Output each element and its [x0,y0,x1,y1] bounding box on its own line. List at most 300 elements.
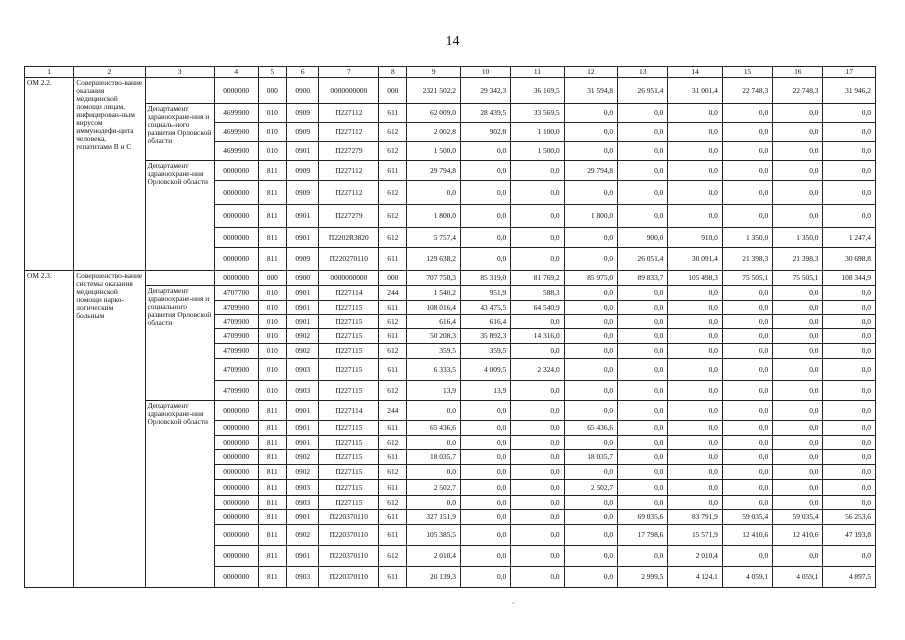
table-cell: 1 350,0 [773,228,823,248]
table-cell: 0900 [286,78,318,104]
table-cell: 0,0 [618,181,668,205]
table-cell: 612 [379,496,407,510]
table-cell: 0,0 [618,301,668,315]
table-cell: 83 791,9 [668,510,722,525]
table-cell: 0,0 [407,436,460,450]
table-cell: 0,0 [773,436,823,450]
table-cell: П227112 [319,181,379,205]
table-cell: 21 398,3 [722,248,772,271]
table-cell: 4707700 [214,286,258,301]
table-cell: 0,0 [823,496,876,510]
department-b: Департамент здравоохране-ния Орловской области [145,161,214,271]
table-cell: 611 [379,450,407,465]
table-cell: 0,0 [668,421,722,436]
table-cell: 0000000 [214,78,258,104]
table-cell: 2 010,4 [407,546,460,567]
table-cell: 0,0 [722,496,772,510]
table-cell: 0,0 [823,359,876,381]
table-cell: 1 540,2 [407,286,460,301]
table-cell: 0,0 [564,228,617,248]
table-cell: П227112 [319,123,379,142]
table-cell: 0900 [286,271,318,286]
table-cell: 0,0 [618,315,668,329]
table-cell: 81 769,2 [511,271,564,286]
table-cell: 611 [379,567,407,588]
table-cell: П220370110 [319,567,379,588]
table-cell: 359,5 [460,344,510,359]
table-cell: 0,0 [511,567,564,588]
table-cell: 0909 [286,181,318,205]
table-cell: 244 [379,286,407,301]
table-cell: 0,0 [618,286,668,301]
table-cell: 612 [379,228,407,248]
table-cell: 0,0 [668,450,722,465]
table-cell: 811 [258,465,286,480]
table-cell: 0,0 [564,401,617,421]
table-cell: 85 975,0 [564,271,617,286]
table-cell: П227115 [319,436,379,450]
table-cell: 0,0 [823,181,876,205]
table-cell: 0903 [286,480,318,496]
table-cell: 0909 [286,123,318,142]
table-cell: 612 [379,315,407,329]
table-cell: 611 [379,329,407,344]
table-cell: 0,0 [773,401,823,421]
table-cell: 0,0 [407,181,460,205]
column-number: 4 [214,67,258,78]
table-cell: 010 [258,123,286,142]
table-cell: 0,0 [668,181,722,205]
table-cell: 75 505,1 [722,271,772,286]
table-cell: 2 324,0 [511,359,564,381]
table-cell: 0,0 [722,421,772,436]
table-cell: 0,0 [722,329,772,344]
table-cell: 4709900 [214,344,258,359]
table-cell: 0,0 [618,436,668,450]
table-cell: 811 [258,421,286,436]
table-cell: 22 748,3 [722,78,772,104]
table-cell: 4 059,1 [722,567,772,588]
table-cell: 0000000 [214,567,258,588]
table-cell: 4709900 [214,301,258,315]
table-cell: 0000000 [214,465,258,480]
table-cell: 811 [258,480,286,496]
table-cell: 951,9 [460,286,510,301]
column-number: 12 [564,67,617,78]
table-cell: 129 638,2 [407,248,460,271]
measure-description: Совершенство-вание системы оказания медицинской помощи нарко-логическим больным [74,271,145,588]
table-cell: 0,0 [618,142,668,161]
table-cell: П2202R3820 [319,228,379,248]
table-cell: 0,0 [668,123,722,142]
table-cell: 0000000 [214,161,258,181]
table-cell: 1 500,0 [407,142,460,161]
table-cell: 0,0 [511,161,564,181]
table-cell: 811 [258,510,286,525]
table-cell: 0,0 [722,181,772,205]
column-number: 14 [668,67,722,78]
table-cell: 010 [258,301,286,315]
table-cell: П227279 [319,142,379,161]
table-cell: 0,0 [511,436,564,450]
table-cell: 0,0 [668,381,722,401]
table-cell: 0,0 [823,315,876,329]
table-cell: 0909 [286,248,318,271]
table-cell: 811 [258,205,286,228]
table-cell: 0,0 [460,496,510,510]
table-cell: 26 951,4 [618,78,668,104]
column-number: 13 [618,67,668,78]
table-row [25,78,876,104]
table-cell: 0,0 [668,401,722,421]
table-cell: 2 502,7 [407,480,460,496]
table-cell: 0000000 [214,546,258,567]
table-cell: 0903 [286,381,318,401]
table-cell: 4709900 [214,381,258,401]
table-cell: 0,0 [564,286,617,301]
table-cell: 0,0 [823,142,876,161]
table-cell: 0,0 [722,142,772,161]
table-cell: 0,0 [823,450,876,465]
table-cell: 0901 [286,436,318,450]
department-b: Департамент здравоохране-ния Орловской области [145,401,214,588]
table-cell: 0,0 [823,381,876,401]
column-number: 6 [286,67,318,78]
table-cell: 0,0 [511,315,564,329]
table-cell: 13,9 [407,381,460,401]
table-cell: 0,0 [668,329,722,344]
table-cell: 0,0 [823,161,876,181]
table-cell: 811 [258,181,286,205]
table-cell: П227112 [319,161,379,181]
table-cell: 0902 [286,344,318,359]
table-cell: 2 999,5 [618,567,668,588]
table-cell: 0,0 [823,205,876,228]
stray-mark: · [512,599,515,608]
table-cell: 0909 [286,161,318,181]
table-cell: 0000000 [214,436,258,450]
table-cell: 707 750,3 [407,271,460,286]
table-cell: 0,0 [564,248,617,271]
table-cell: П220370110 [319,510,379,525]
table-cell: 0902 [286,525,318,546]
column-number: 8 [379,67,407,78]
table-cell: П227115 [319,329,379,344]
table-cell: 1 800,0 [407,205,460,228]
table-cell: 31 594,8 [564,78,617,104]
table-row [25,104,876,123]
table-cell: 811 [258,525,286,546]
table-cell: 43 475,5 [460,301,510,315]
table-cell: 0,0 [773,546,823,567]
table-cell: 22 748,3 [773,78,823,104]
table-cell: 108 016,4 [407,301,460,315]
table-cell: 0,0 [618,205,668,228]
table-cell: 0,0 [511,181,564,205]
table-cell: 0,0 [668,142,722,161]
table-cell: 0902 [286,329,318,344]
table-cell: 0,0 [668,315,722,329]
table-cell: 0,0 [823,465,876,480]
table-cell: 0,0 [722,465,772,480]
table-cell: 0,0 [668,161,722,181]
table-cell: 0,0 [722,480,772,496]
table-cell: 0000000 [214,205,258,228]
table-cell: 0,0 [668,205,722,228]
table-cell: 56 253,6 [823,510,876,525]
table-cell: П227115 [319,421,379,436]
table-cell: 0,0 [460,205,510,228]
table-cell: 0,0 [618,344,668,359]
table-cell: 0,0 [618,546,668,567]
table-cell: 0,0 [564,465,617,480]
table-cell: 0,0 [823,480,876,496]
dept-empty [145,78,214,104]
table-cell: 6 333,5 [407,359,460,381]
table-cell: 0,0 [773,496,823,510]
table-cell: 0,0 [823,329,876,344]
table-cell: 611 [379,104,407,123]
table-cell: 0,0 [722,344,772,359]
table-cell: 010 [258,359,286,381]
table-cell: П227112 [319,104,379,123]
table-cell: 17 798,6 [618,525,668,546]
table-cell: 65 436,6 [407,421,460,436]
table-cell: 612 [379,381,407,401]
table-cell: 0901 [286,228,318,248]
table-cell: 36 169,5 [511,78,564,104]
table-cell: 0,0 [460,161,510,181]
table-cell: 0000000 [214,248,258,271]
table-cell: 811 [258,228,286,248]
table-cell: 31 001,4 [668,78,722,104]
table-cell: 0,0 [511,248,564,271]
table-cell: 010 [258,344,286,359]
table-cell: 20 139,3 [407,567,460,588]
table-cell: 0,0 [668,359,722,381]
table-cell: 0000000 [214,525,258,546]
table-cell: 4699900 [214,104,258,123]
table-cell: 64 540,9 [511,301,564,315]
table-cell: 0,0 [460,567,510,588]
table-cell: 0909 [286,104,318,123]
table-cell: 29 794,8 [564,161,617,181]
table-cell: 811 [258,567,286,588]
table-cell: 0,0 [668,496,722,510]
table-cell: 327 151,9 [407,510,460,525]
table-cell: 0,0 [460,228,510,248]
table-cell: 010 [258,381,286,401]
table-cell: 69 035,6 [618,510,668,525]
table-cell: 010 [258,315,286,329]
table-cell: 0,0 [618,496,668,510]
table-cell: 0000000 [214,510,258,525]
table-cell: 4 009,5 [460,359,510,381]
table-cell: 0,0 [722,381,772,401]
column-number: 9 [407,67,460,78]
table-cell: 0,0 [668,465,722,480]
table-cell: 000 [258,78,286,104]
table-cell: 0,0 [773,142,823,161]
table-cell: 26 051,4 [618,248,668,271]
table-cell: 612 [379,123,407,142]
table-cell: 0,0 [564,359,617,381]
table-cell: 0,0 [460,142,510,161]
table-cell: П227115 [319,480,379,496]
table-cell: 0,0 [618,480,668,496]
table-cell: 0,0 [618,329,668,344]
table-cell: 0,0 [618,421,668,436]
table-cell: 0,0 [618,450,668,465]
table-cell: 0901 [286,142,318,161]
table-cell: 616,4 [407,315,460,329]
table-cell: 0,0 [511,228,564,248]
table-row [25,286,876,301]
table-cell: 0,0 [564,525,617,546]
table-cell: 611 [379,421,407,436]
table-cell: 0,0 [773,329,823,344]
table-cell: 010 [258,104,286,123]
table-cell: 0,0 [511,510,564,525]
table-cell: 4709900 [214,329,258,344]
table-cell: 0,0 [511,421,564,436]
table-cell: 010 [258,286,286,301]
table-cell: 0,0 [773,286,823,301]
table-cell: 0,0 [564,567,617,588]
table-row [25,271,876,286]
table-cell: 612 [379,546,407,567]
table-cell: 30 091,4 [668,248,722,271]
table-cell: 0901 [286,401,318,421]
table-cell: 0901 [286,286,318,301]
table-cell: 000 [379,271,407,286]
table-cell: 0000000 [214,181,258,205]
table-cell: 0000000 [214,480,258,496]
table-cell: 0901 [286,546,318,567]
table-cell: 0,0 [773,465,823,480]
table-cell: 010 [258,142,286,161]
table-cell: 0,0 [460,450,510,465]
table-cell: 811 [258,248,286,271]
table-cell: 0,0 [618,465,668,480]
table-cell: 0,0 [564,181,617,205]
table-cell: 0,0 [773,161,823,181]
table-cell: 0,0 [722,301,772,315]
table-cell: 0,0 [511,496,564,510]
table-cell: 0,0 [511,344,564,359]
table-cell: 0,0 [823,344,876,359]
table-cell: 4 897,5 [823,567,876,588]
table-cell: 0,0 [722,450,772,465]
table-cell: 0,0 [773,381,823,401]
table-cell: 0,0 [722,359,772,381]
table-cell: 0,0 [511,450,564,465]
table-cell: 0,0 [564,344,617,359]
table-cell: 29 794,8 [407,161,460,181]
table-cell: 0903 [286,496,318,510]
table-cell: 0,0 [460,510,510,525]
column-number: 2 [74,67,145,78]
column-number: 3 [145,67,214,78]
table-cell: 1 247,4 [823,228,876,248]
table-cell: 811 [258,546,286,567]
table-cell: 0,0 [618,381,668,401]
table-cell: 811 [258,161,286,181]
table-cell: П227115 [319,496,379,510]
table-cell: 0,0 [564,315,617,329]
table-cell: 0,0 [773,480,823,496]
table-cell: 105 498,3 [668,271,722,286]
department-a: Департамент здравоохране-ния и социаль-ного развития Орловской области [145,104,214,161]
table-cell: 611 [379,301,407,315]
table-cell: 0,0 [564,496,617,510]
table-cell: 910,0 [668,228,722,248]
table-cell: 4709900 [214,359,258,381]
table-cell: 0,0 [823,401,876,421]
table-cell: 0,0 [511,480,564,496]
table-cell: П227115 [319,344,379,359]
page-number: 14 [445,34,460,49]
table-cell: П220270110 [319,248,379,271]
table-cell: 900,0 [618,228,668,248]
table-cell: 0,0 [407,465,460,480]
table-cell: 0000000000 [319,271,379,286]
table-cell: 0901 [286,510,318,525]
table-cell: 0,0 [722,401,772,421]
table-cell: 0,0 [668,344,722,359]
table-cell: П227114 [319,286,379,301]
table-cell: 62 009,0 [407,104,460,123]
table-cell: 0,0 [722,161,772,181]
dept-empty [145,271,214,286]
table-cell: 0,0 [823,301,876,315]
table-cell: 0,0 [564,142,617,161]
column-number: 16 [773,67,823,78]
table-cell: 108 344,9 [823,271,876,286]
table-cell: 0,0 [618,161,668,181]
department-a: Департамент здравоохране-ния и социального развития Орловской области [145,286,214,401]
budget-table [24,66,876,588]
table-cell: 0000000 [214,228,258,248]
table-cell: 59 035,4 [773,510,823,525]
table-cell: П220370110 [319,546,379,567]
table-cell: 21 398,3 [773,248,823,271]
table-cell: 010 [258,329,286,344]
table-cell: 0,0 [722,286,772,301]
table-cell: 0,0 [722,123,772,142]
table-cell: 612 [379,465,407,480]
table-cell: 2 002,8 [407,123,460,142]
table-cell: П227115 [319,465,379,480]
table-cell: 611 [379,248,407,271]
table-cell: 33 569,5 [511,104,564,123]
table-cell: 0,0 [407,496,460,510]
column-number: 7 [319,67,379,78]
table-cell: 0,0 [460,401,510,421]
table-cell: 0,0 [564,123,617,142]
table-cell: 359,5 [407,344,460,359]
table-cell: 0,0 [668,436,722,450]
table-cell: 0,0 [823,286,876,301]
table-cell: 2 010,4 [668,546,722,567]
table-cell: 902,8 [460,123,510,142]
table-cell: 0,0 [564,436,617,450]
table-cell: П220370110 [319,525,379,546]
table-row [25,161,876,181]
table-cell: 0,0 [511,465,564,480]
table-cell: 47 193,8 [823,525,876,546]
table-cell: 0,0 [823,104,876,123]
